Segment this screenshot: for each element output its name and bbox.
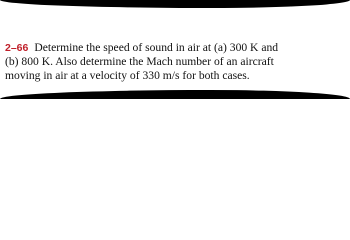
problem-statement <box>5 41 347 82</box>
problem-line-2: (b) 800 K. Also determine the Mach number of an aircraft <box>5 55 274 69</box>
scan-edge-bottom <box>0 90 350 99</box>
problem-number: 2–66 <box>5 42 29 54</box>
problem-line-3: moving in air at a velocity of 330 m/s for both cases. <box>5 68 250 82</box>
scan-edge-top <box>0 0 350 8</box>
problem-line-1 <box>5 41 347 55</box>
problem-text-line-1: Determine the speed of sound in air at (a) 300 K and <box>34 41 279 54</box>
